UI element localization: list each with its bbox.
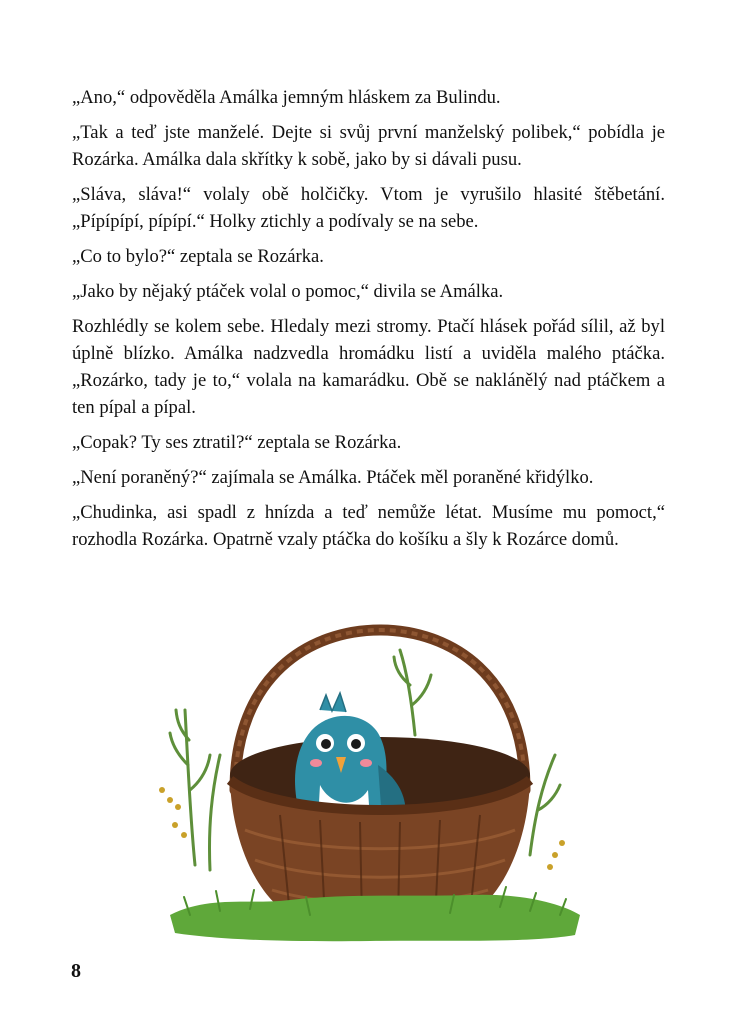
- paragraph-5: „Jako by nějaký ptáček volal o pomoc,“ divila se Amálka.: [72, 281, 504, 302]
- page-number: 8: [71, 960, 81, 982]
- paragraph-6: Rozhlédly se kolem sebe. Hledaly mezi stromy. Ptačí hlásek pořád sílil, až byl úplně blízko. Amálka nadzvedla hromádku listí a uviděla malého ptáčka. „Rozárko, tady je to,“ volala na kamarádku. Obě se naklánělý nad ptáčkem a ten pípal a pípal.: [72, 316, 665, 418]
- grass-patch: [170, 895, 580, 941]
- paragraph-2: „Tak a teď jste manželé. Dejte si svůj první manželský polibek,“ pobídla je Rozárka. Amálka dala skřítky k sobě, jako by si dávali pusu.: [72, 122, 665, 170]
- paragraph-7: „Copak? Ty ses ztratil?“ zeptala se Rozárka.: [72, 432, 402, 453]
- paragraph-8: „Není poraněný?“ zajímala se Amálka. Ptáček měl poraněné křidýlko.: [72, 467, 594, 488]
- story-text: [72, 84, 665, 561]
- paragraph-4: „Co to bylo?“ zeptala se Rozárka.: [72, 246, 324, 267]
- bird-in-basket-illustration: [150, 615, 590, 955]
- plant-left-icon: [170, 710, 220, 870]
- paragraph-9: „Chudinka, asi spadl z hnízda a teď nemůže létat. Musíme mu pomoct,“ rozhodla Rozárka. Opatrně vzaly ptáčka do košíku a šly k Rozárce domů.: [72, 502, 665, 550]
- paragraph-3: „Sláva, sláva!“ volaly obě holčičky. Vtom je vyrušilo hlasité štěbetání. „Pípípípí, pípípí.“ Holky ztichly a podívaly se na sebe.: [72, 184, 665, 232]
- paragraph-1: „Ano,“ odpověděla Amálka jemným hláskem za Bulindu.: [72, 87, 501, 108]
